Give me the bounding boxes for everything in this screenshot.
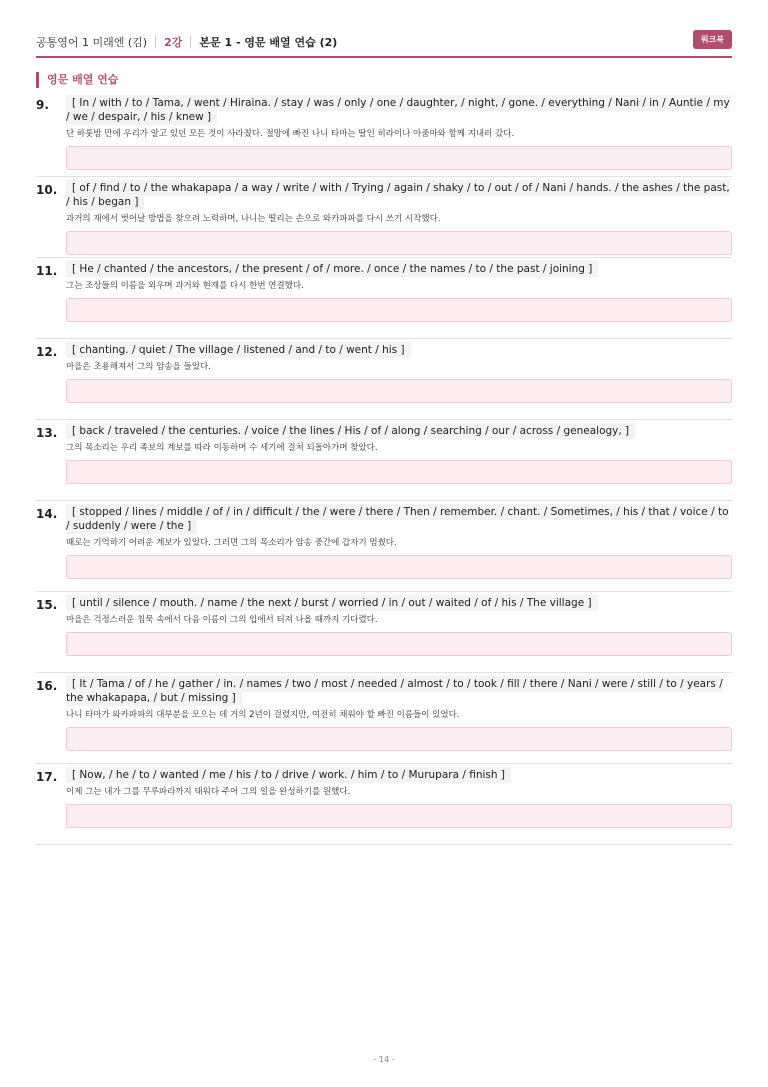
exercise-list: [36, 92, 732, 845]
answer-box[interactable]: [66, 555, 732, 579]
exercise-item: [36, 420, 732, 501]
korean-translation: 단 하룻밤 만에 우리가 알고 있던 모든 것이 사라졌다. 절망에 빠진 나니 타마는 딸인 히라이나 아줌마와 함께 지내러 갔다.: [66, 129, 515, 139]
exercise-item: [36, 177, 732, 258]
word-bank-text: [ In / with / to / Tama, / went / Hiraina. / stay / was / only / one / daughter, / night, / gone. / everything / Nani / in / Auntie / my / we / despair, / his / knew ]: [66, 97, 730, 123]
item-number: 14.: [36, 507, 58, 521]
answer-box[interactable]: [66, 298, 732, 322]
answer-box[interactable]: [66, 460, 732, 484]
word-bank: [66, 420, 732, 438]
korean-translation: 그는 조상들의 이름을 외우며 과거와 현재를 다시 한번 연결했다.: [66, 281, 304, 291]
course-name: 공통영어 1 미래엔 (김): [36, 36, 148, 49]
answer-box[interactable]: [66, 379, 732, 403]
workbook-badge: 워크북: [693, 30, 732, 49]
word-bank-text: [ chanting. / quiet / The village / listened / and / to / went / his ]: [66, 342, 411, 358]
exercise-item: [36, 339, 732, 420]
korean-translation: 나니 타마가 와카파파의 대부분을 모으는 데 거의 2년이 걸렸지만, 여전히 채워야 할 빠진 이름들이 있었다.: [66, 710, 460, 720]
answer-box[interactable]: [66, 804, 732, 828]
page-header: [36, 28, 732, 58]
answer-box[interactable]: [66, 231, 732, 255]
word-bank-text: [ He / chanted / the ancestors, / the present / of / more. / once / the names / to / the past / joining ]: [66, 261, 598, 277]
item-number: 11.: [36, 264, 58, 278]
word-bank: [66, 673, 732, 705]
word-bank-text: [ stopped / lines / middle / of / in / difficult / the / were / there / Then / remember. / chant. / Sometimes, / his / that / voice / to / suddenly / were / the ]: [66, 506, 729, 532]
korean-translation: 마을은 걱정스러운 침묵 속에서 다음 이름이 그의 입에서 터져 나올 때까지 기다렸다.: [66, 615, 378, 625]
item-number: 13.: [36, 426, 58, 440]
word-bank-text: [ It / Tama / of / he / gather / in. / names / two / most / needed / almost / to / took / fill / there / Nani / were / still / to / years / the whakapapa, / but / missing ]: [66, 678, 723, 704]
exercise-item: [36, 592, 732, 673]
korean-translation: 그의 목소리는 우리 족보의 계보를 따라 이동하며 수 세기에 걸쳐 되돌아가며 찾았다.: [66, 443, 378, 453]
item-number: 10.: [36, 183, 58, 197]
word-bank-text: [ Now, / he / to / wanted / me / his / to / drive / work. / him / to / Murupara / finish ]: [66, 767, 511, 783]
section-title: 영문 배열 연습: [36, 72, 118, 88]
answer-box[interactable]: [66, 146, 732, 170]
page-title: 본문 1 - 영문 배열 연습 (2): [199, 36, 338, 49]
word-bank: [66, 177, 732, 209]
word-bank: [66, 592, 732, 610]
page-number: - 14 -: [373, 1055, 395, 1064]
word-bank: [66, 258, 732, 276]
word-bank-text: [ until / silence / mouth. / name / the next / burst / worried / in / out / waited / of / his / The village ]: [66, 595, 598, 611]
item-number: 17.: [36, 770, 58, 784]
korean-translation: 이제 그는 내가 그를 무루파라까지 태워다 주어 그의 일을 완성하기를 원했다.: [66, 787, 351, 797]
word-bank: [66, 92, 732, 124]
lesson-label: 2강: [164, 36, 183, 49]
exercise-item: [36, 501, 732, 592]
word-bank-text: [ of / find / to / the whakapapa / a way / write / with / Trying / again / shaky / to / out / of / Nani / hands. / the ashes / the past, / his / began ]: [66, 182, 730, 208]
word-bank: [66, 339, 732, 357]
word-bank-text: [ back / traveled / the centuries. / voice / the lines / His / of / along / searching / our / across / genealogy, ]: [66, 423, 635, 439]
exercise-item: [36, 92, 732, 177]
header-divider: [190, 36, 191, 48]
answer-box[interactable]: [66, 727, 732, 751]
exercise-item: [36, 258, 732, 339]
word-bank: [66, 764, 732, 782]
item-number: 9.: [36, 98, 49, 112]
korean-translation: 마을은 조용해져서 그의 암송을 들었다.: [66, 362, 211, 372]
exercise-item: [36, 764, 732, 845]
korean-translation: 때로는 기억하기 어려운 계보가 있었다. 그러면 그의 목소리가 암송 중간에 갑자기 멈췄다.: [66, 538, 397, 548]
item-number: 16.: [36, 679, 58, 693]
item-number: 15.: [36, 598, 58, 612]
korean-translation: 과거의 재에서 벗어날 방법을 찾으려 노력하며, 나니는 떨리는 손으로 와카파파를 다시 쓰기 시작했다.: [66, 214, 441, 224]
exercise-item: [36, 673, 732, 764]
header-divider: [155, 36, 156, 48]
answer-box[interactable]: [66, 632, 732, 656]
item-number: 12.: [36, 345, 58, 359]
word-bank: [66, 501, 732, 533]
